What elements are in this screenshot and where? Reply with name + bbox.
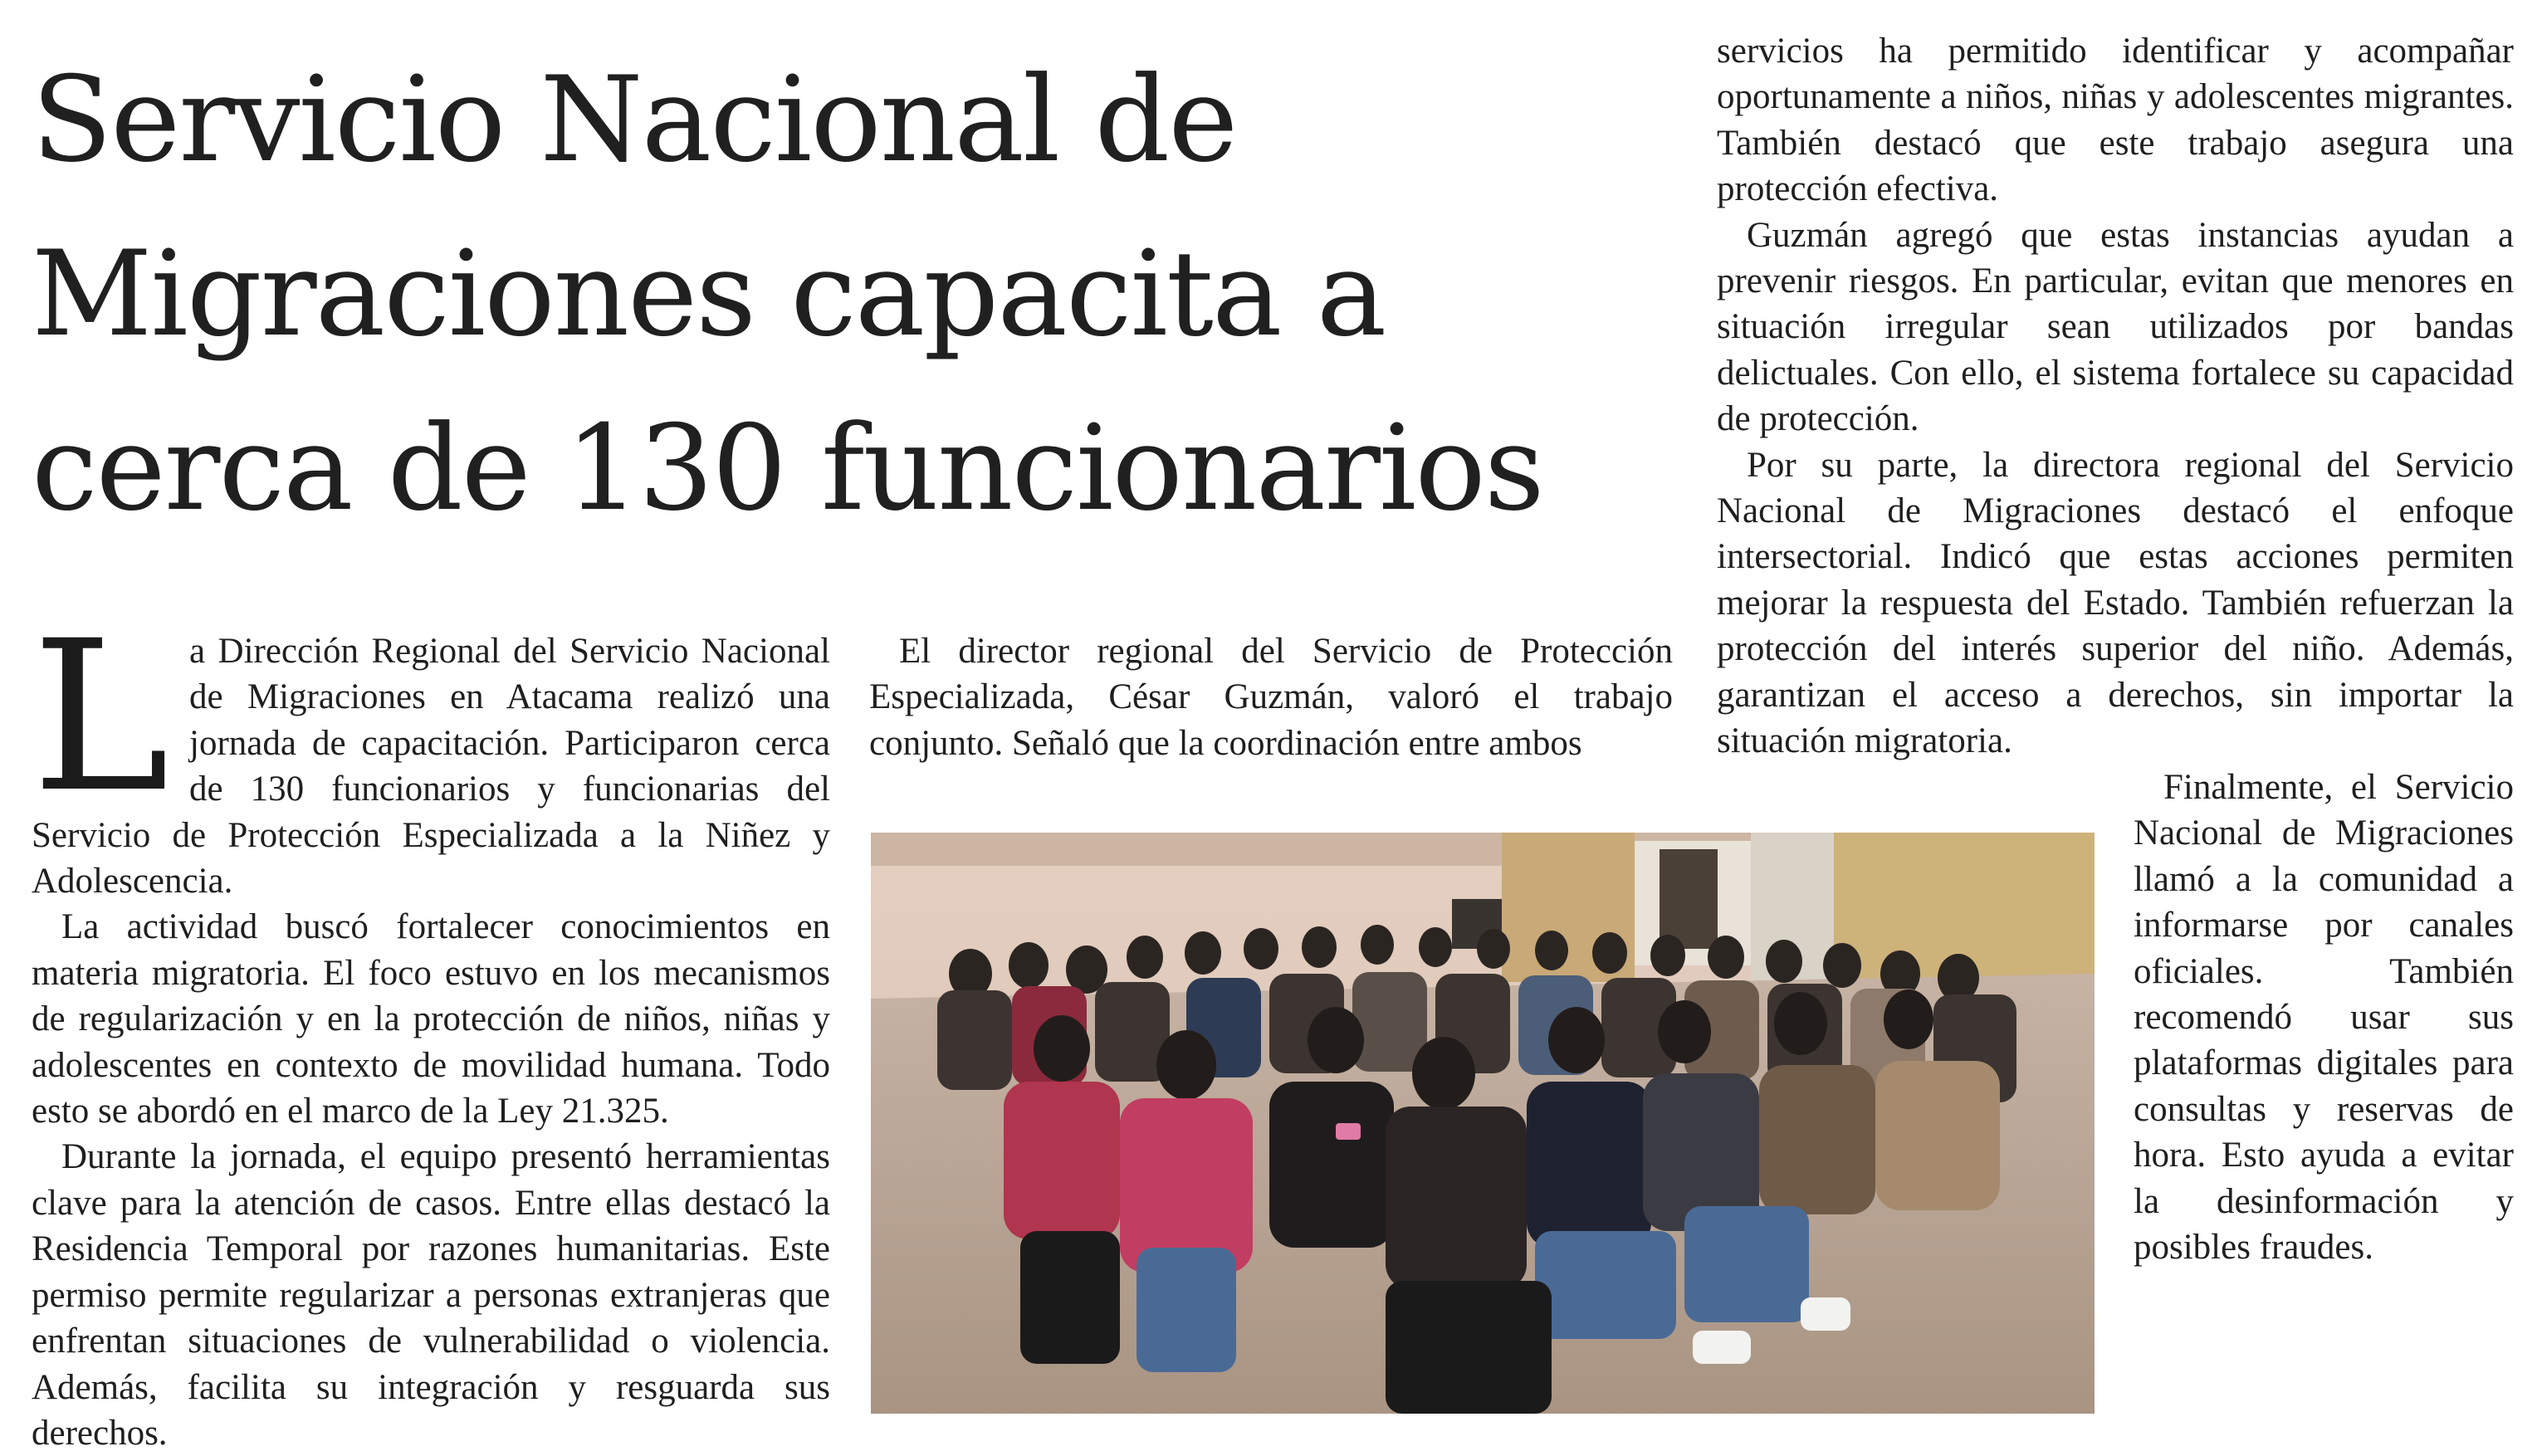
headline: Servicio Nacional de Migraciones capacita a cerca de 130 funcionarios <box>32 51 1543 537</box>
article-column-1 <box>32 596 830 1456</box>
drop-cap: L <box>32 596 170 838</box>
paragraph <box>32 596 830 904</box>
paragraph: Guzmán agregó que estas instancias ayudan a prevenir riesgos. En particular, evitan que menores en situación irregular sean utilizados por bandas delictuales. Con ello, el sistema fortalece su capacidad de protección. <box>1717 215 2514 439</box>
paragraph: Durante la jornada, el equipo presentó herramientas clave para la atención de casos. Entre ellas destacó la Residencia Temporal por razones humanitarias. Este permiso permite regularizar a personas extranjeras que enfrentan situaciones de vulnerabilidad o violencia. Además, facilita su integración y resguarda sus derechos. <box>32 1137 830 1453</box>
paragraph: Finalmente, el Servicio Nacional de Migraciones llamó a la comunidad a informarse por canales oficiales. También recomendó usar sus plataformas digitales para consultas y reservas de hora. Esto ayuda a evitar la desinformación y posibles fraudes. <box>2134 768 2514 1268</box>
article-column-3 <box>1717 28 2514 765</box>
article-column-2 <box>869 628 1673 766</box>
audience-photo-illustration <box>871 833 2095 1414</box>
paragraph: La actividad buscó fortalecer conocimientos en materia migratoria. El foco estuvo en los mecanismos de regularización y en la protección de niños, niñas y adolescentes en contexto de movilidad humana. Todo esto se abordó en el marco de la Ley 21.325. <box>32 907 830 1131</box>
paragraph-text: a Dirección Regional del Servicio Nacional de Migraciones en Atacama realizó una jornada de capacitación. Participaron cerca de 130 funcionarios y funcionarias del Servicio de Protección Especializada a la Niñez y Adolescencia. <box>32 632 830 901</box>
event-photo <box>871 833 2095 1414</box>
paragraph: servicios ha permitido identificar y acompañar oportunamente a niños, niñas y adolescentes migrantes. También destacó que este trabajo asegura una protección efectiva. <box>1717 32 2514 209</box>
paragraph: El director regional del Servicio de Protección Especializada, César Guzmán, valoró el trabajo conjunto. Señaló que la coordinación entre ambos <box>869 632 1673 763</box>
article-column-3-continued <box>2134 765 2514 1270</box>
paragraph: Por su parte, la directora regional del Servicio Nacional de Migraciones destacó el enfoque intersectorial. Indicó que estas acciones permiten mejorar la respuesta del Estado. También refuerzan la protección del interés superior del niño. Además, garantizan el acceso a derechos, sin importar la situación migratoria. <box>1717 445 2514 761</box>
